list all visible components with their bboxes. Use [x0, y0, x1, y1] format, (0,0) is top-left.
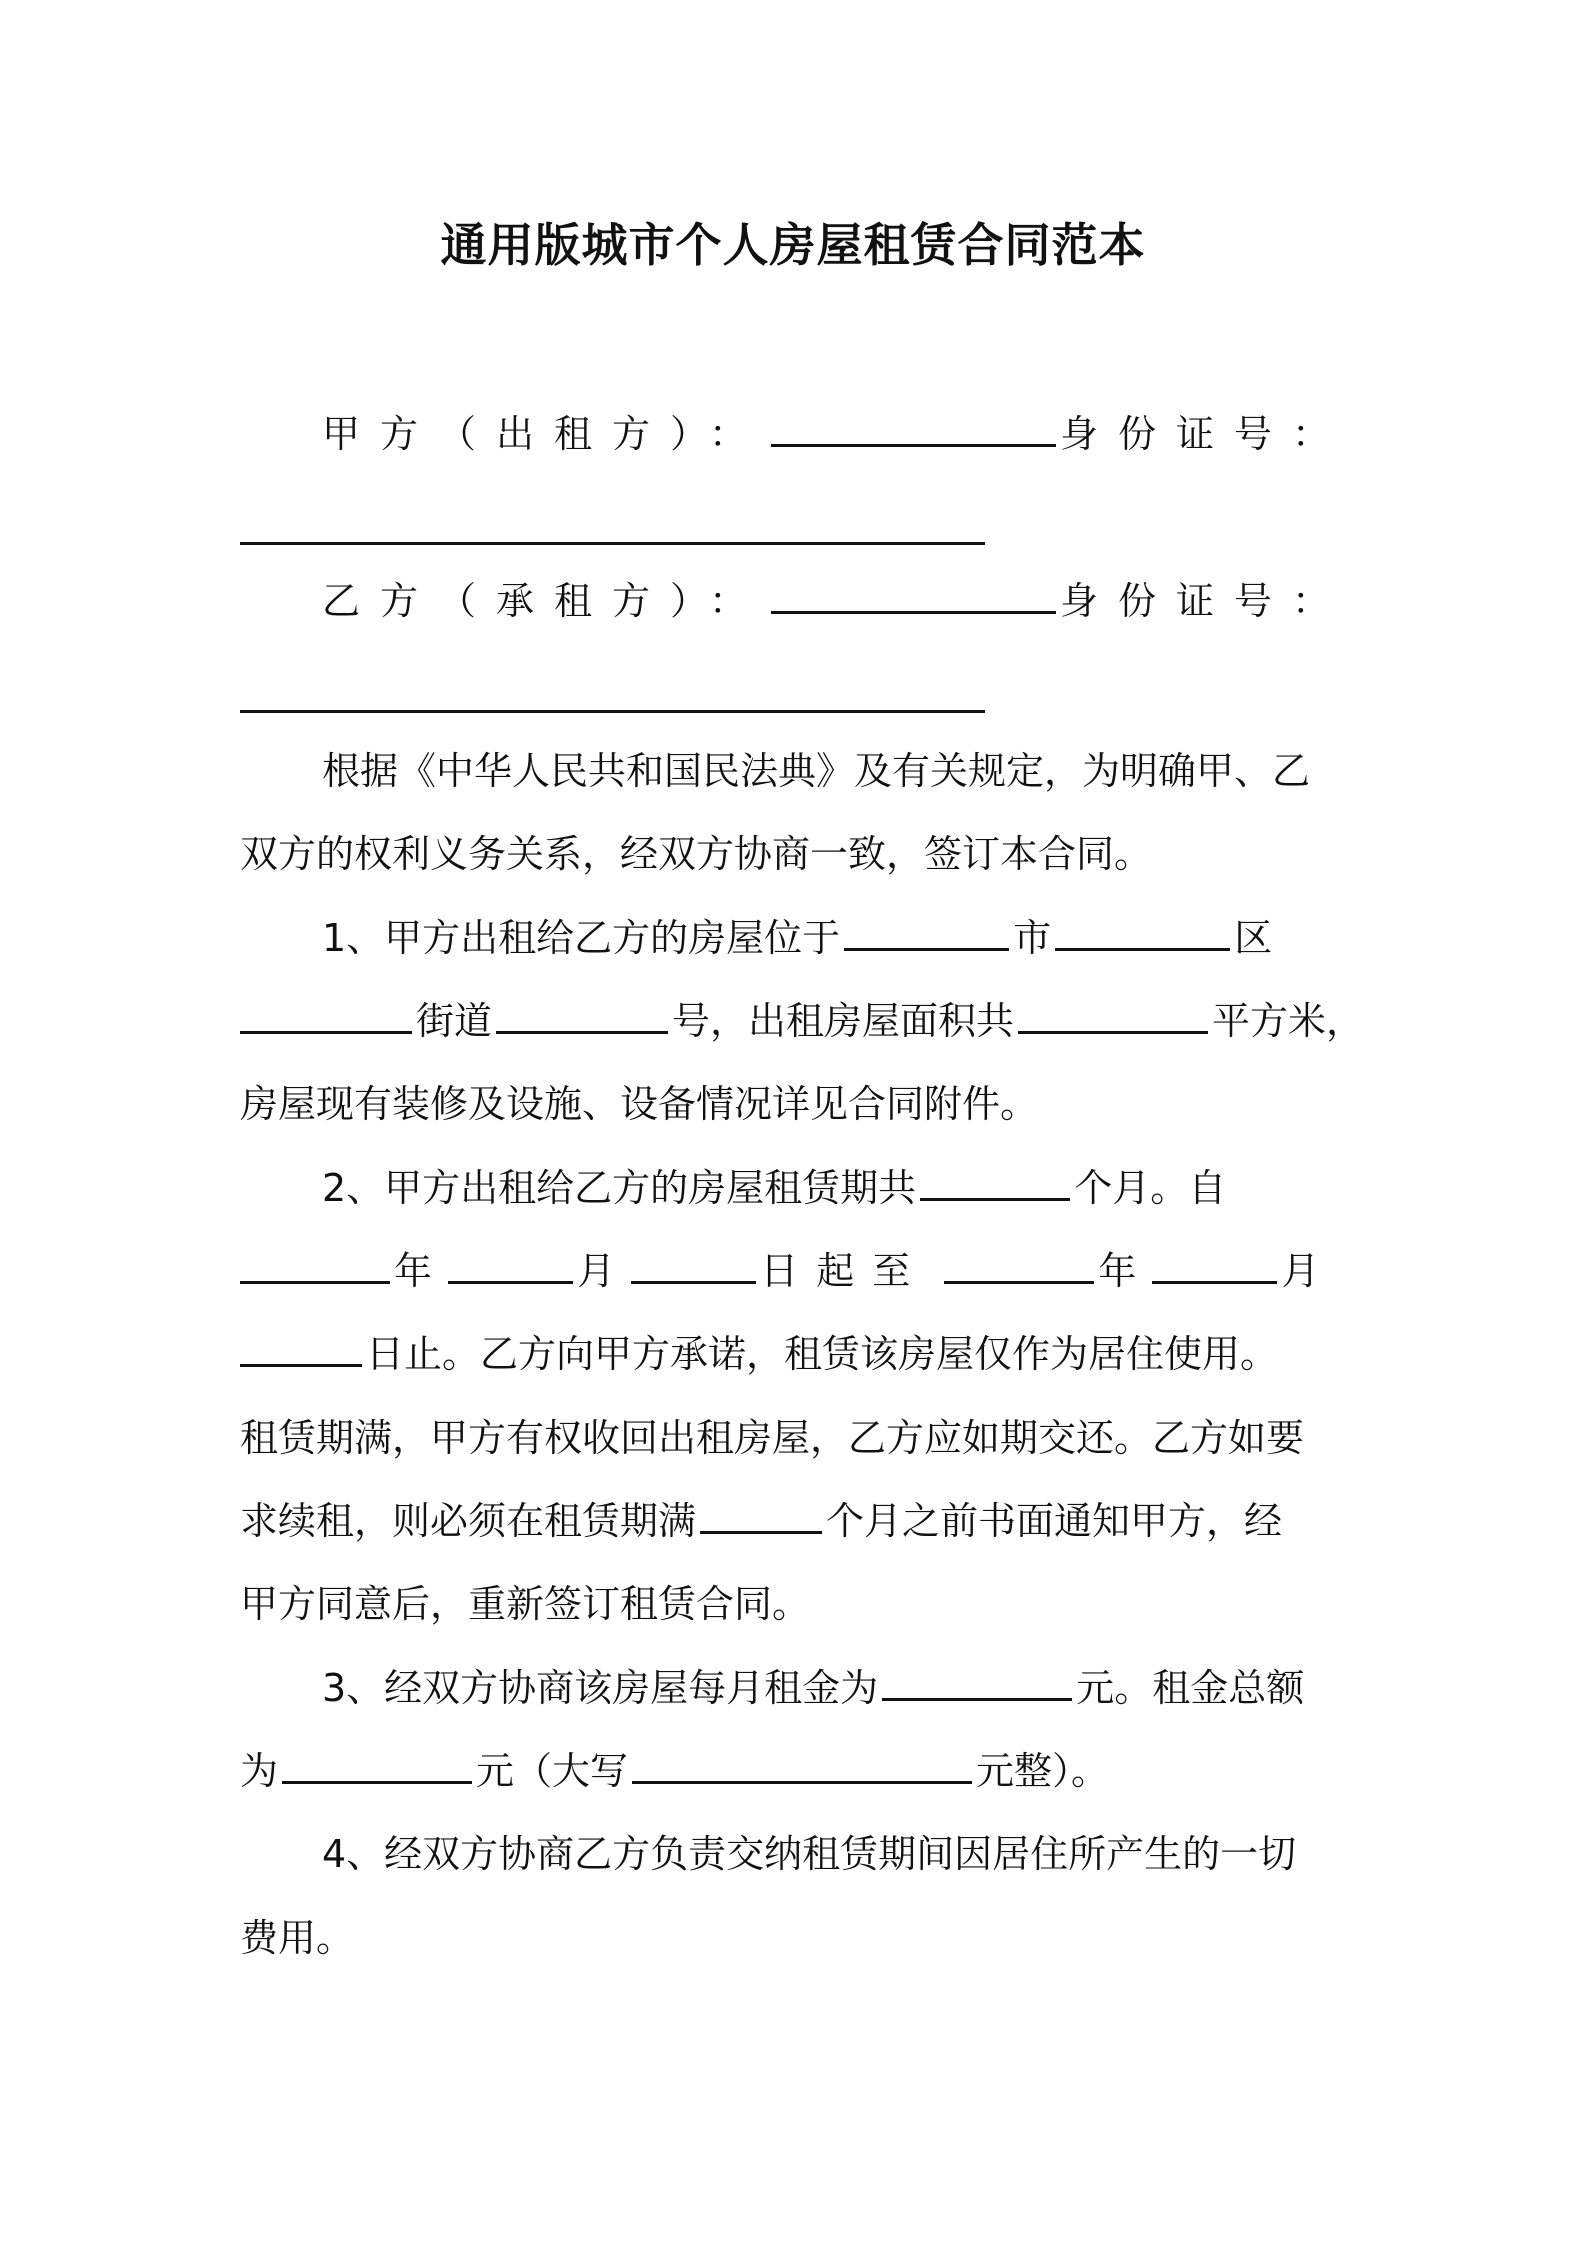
clause1-city-label: 市 [1013, 916, 1052, 960]
clause1-district-label: 区 [1234, 916, 1273, 960]
party-a-label: 甲方（出租方）： [322, 412, 768, 456]
clause2-text-4: 租赁期满，甲方有权收回出租房屋，乙方应如期交还。乙方如要 [240, 1416, 1305, 1460]
clause2-text-5b: 个月之前书面通知甲方，经 [826, 1499, 1283, 1543]
clause2-text-5a: 求续租，则必须在租赁期满 [240, 1499, 697, 1543]
party-a-id-label: 身份证号： [1060, 412, 1351, 456]
clause2-line-4 [240, 1412, 1360, 1464]
preamble-text-1: 根据《中华人民共和国民法典》及有关规定，为明确甲、乙 [322, 749, 1311, 793]
clause1-number-label: 号，出租房屋面积共 [672, 999, 1015, 1043]
clause2-line-3 [240, 1328, 1360, 1380]
clause3-line-2 [240, 1745, 1360, 1797]
clause2-month2-label: 月 [1281, 1249, 1320, 1293]
page-title: 通用版城市个人房屋租赁合同范本 [440, 218, 1146, 272]
street-name-blank[interactable] [240, 999, 412, 1034]
clause2-line-6 [240, 1578, 1360, 1630]
end-year-blank[interactable] [944, 1249, 1094, 1284]
party-a-line [240, 408, 1360, 460]
clause1-line-1 [240, 912, 1360, 964]
start-day-blank[interactable] [631, 1249, 756, 1284]
end-day-blank[interactable] [240, 1332, 362, 1367]
clause2-text-1: 2、甲方出租给乙方的房屋租赁期共 [322, 1166, 917, 1210]
preamble-line-2 [240, 828, 1360, 880]
clause2-line-5 [240, 1495, 1360, 1547]
clause3-line-1 [240, 1662, 1360, 1714]
preamble-text-2: 双方的权利义务关系，经双方协商一致，签订本合同。 [240, 832, 1153, 876]
clause1-text-3: 房屋现有装修及设施、设备情况详见合同附件。 [240, 1082, 1039, 1126]
start-month-blank[interactable] [448, 1249, 573, 1284]
clause2-line-1 [240, 1162, 1360, 1214]
clause2-text-6: 甲方同意后，重新签订租赁合同。 [240, 1582, 811, 1626]
clause3-text-1: 3、经双方协商该房屋每月租金为 [322, 1666, 879, 1710]
party-a-name-blank[interactable] [771, 412, 1056, 447]
clause3-text-2: 元。租金总额 [1076, 1666, 1305, 1710]
end-month-blank[interactable] [1152, 1249, 1277, 1284]
clause2-months-label: 个月。自 [1074, 1166, 1227, 1210]
clause2-text-3: 日止。乙方向甲方承诺，租赁该房屋仅作为居住使用。 [366, 1332, 1279, 1376]
clause2-month1-label: 月 [577, 1249, 616, 1293]
renewal-notice-blank[interactable] [700, 1499, 822, 1534]
total-rent-words-blank[interactable] [632, 1749, 972, 1784]
clause1-line-3 [240, 1078, 1360, 1130]
city-blank[interactable] [844, 916, 1009, 951]
monthly-rent-blank[interactable] [882, 1666, 1072, 1701]
clause2-year1-label: 年 [394, 1249, 433, 1293]
lease-term-blank[interactable] [920, 1166, 1070, 1201]
party-b-label: 乙方（承租方）： [322, 579, 768, 623]
clause1-line-2 [240, 995, 1365, 1047]
clause4-text-1: 4、经双方协商乙方负责交纳租赁期间因居住所产生的一切 [322, 1832, 1297, 1876]
clause4-text-2: 费用。 [240, 1916, 355, 1960]
preamble-line-1 [240, 745, 1360, 797]
clause1-area-unit: 平方米， [1212, 999, 1365, 1043]
start-year-blank[interactable] [240, 1249, 390, 1284]
clause2-line-2 [240, 1245, 1360, 1297]
clause2-from-to-label: 日起至 [760, 1249, 929, 1293]
party-b-id-label: 身份证号： [1060, 579, 1351, 623]
clause3-text-3: 为 [240, 1749, 279, 1793]
clause2-year2-label: 年 [1098, 1249, 1137, 1293]
clause3-text-4: 元（大写 [476, 1749, 629, 1793]
party-b-id-blank[interactable] [240, 710, 985, 713]
clause3-text-5: 元整）。 [976, 1749, 1110, 1793]
party-b-name-blank[interactable] [771, 579, 1056, 614]
clause1-street-label: 街道 [416, 999, 493, 1043]
total-rent-blank[interactable] [282, 1749, 472, 1784]
clause4-line-1 [240, 1828, 1360, 1880]
clause1-text-1: 1、甲方出租给乙方的房屋位于 [322, 916, 841, 960]
number-blank[interactable] [496, 999, 668, 1034]
area-blank[interactable] [1018, 999, 1208, 1034]
clause4-line-2 [240, 1912, 1360, 1964]
party-a-id-blank[interactable] [240, 542, 985, 545]
party-b-line [240, 575, 1360, 627]
district-blank[interactable] [1055, 916, 1230, 951]
